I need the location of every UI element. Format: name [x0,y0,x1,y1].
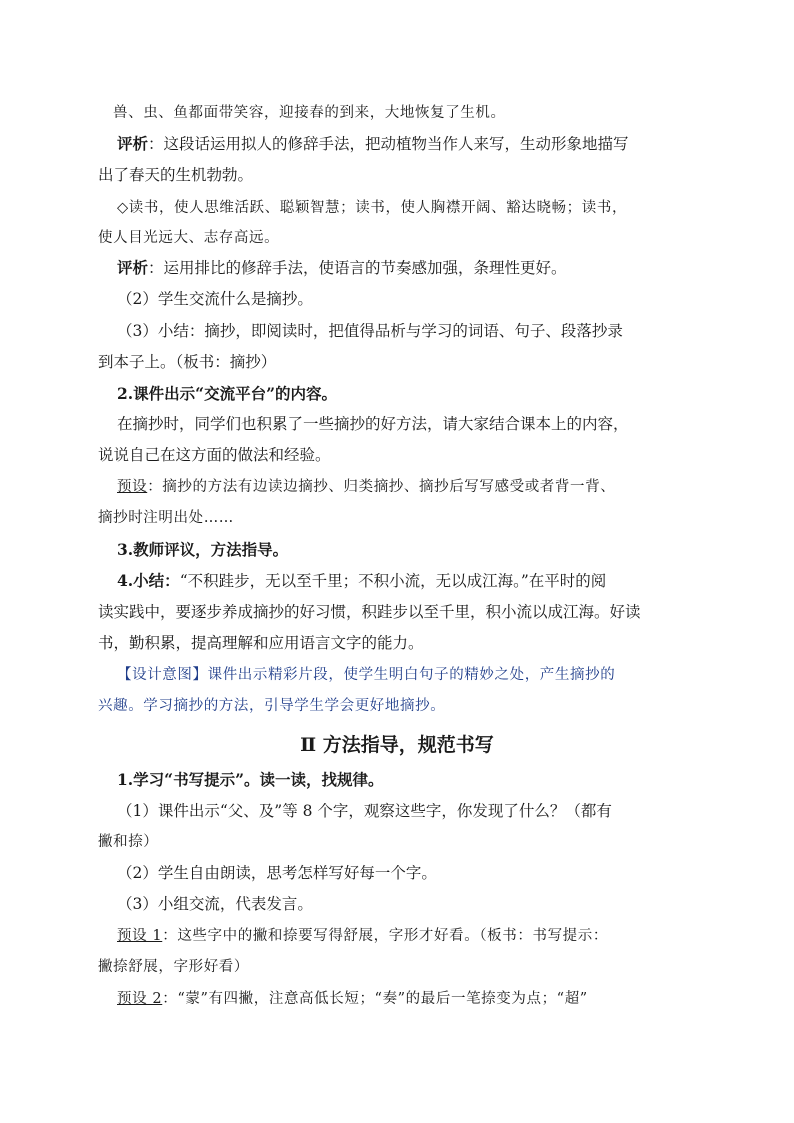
design-intent: 兴趣。学习摘抄的方法，引导学生学会更好地摘抄。 [98,698,446,714]
section-step: 1.学习“书写提示”。读一读，找规律。 [117,770,384,789]
paragraph-text: ：运用排比的修辞手法，使语言的节奏感加强，条理性更好。 [148,259,567,277]
paragraph-text: ：摘抄的方法有边读边摘抄、归类摘抄、摘抄后写写感受或者背一背、 [147,479,616,495]
paragraph-line: 兽、虫、鱼都面带笑容，迎接春的到来，大地恢复了生机。 [113,105,506,121]
paragraph-text: ：这段话运用拟人的修辞手法，把动植物当作人来写，生动形象地描写 [148,135,629,153]
paragraph-line: （1）课件出示“父、及”等 8 个字，观察这些字，你发现了什么？（都有 [117,802,612,820]
paragraph-line: 到本子上。（板书：摘抄） [98,353,277,371]
label-yushe: 预设 [117,479,148,495]
design-intent: 【设计意图】课件出示精彩片段，使学生明白句子的精妙之处，产生摘抄的 [117,667,616,683]
section-step: 2.课件出示“交流平台”的内容。 [117,384,338,403]
label-pingxi: 评析 [117,259,149,277]
paragraph-text: ：这些字中的撇和捺要写得舒展，字形才好看。（板书：书写提示： [162,928,608,944]
paragraph-line [117,253,677,284]
paragraph-line [117,921,677,952]
section-step: 3.教师评议，方法指导。 [117,540,289,559]
label-yushe-2: 预设 2 [117,991,163,1007]
paragraph-line: 书，勤积累，提高理解和应用语言文字的能力。 [98,634,424,652]
paragraph-line [117,984,677,1015]
paragraph-line: 使人目光远大、志存高远。 [98,230,280,246]
label-pingxi: 评析 [117,135,149,153]
paragraph-line: 出了春天的生机勃勃。 [98,166,254,184]
paragraph-line: （2）学生自由朗读，思考怎样写好每一个字。 [117,864,437,882]
paragraph-line [117,129,677,160]
paragraph-line: ◇读书，使人思维活跃、聪颖智慧；读书，使人胸襟开阔、豁达晓畅；读书， [117,200,628,216]
label-yushe-1: 预设 1 [117,928,163,944]
paragraph-line: 摘抄时注明出处…… [98,510,234,526]
paragraph-line [117,565,677,597]
paragraph-line: 说说自己在这方面的做法和经验。 [98,446,331,464]
paragraph-line: 撇和捺） [98,834,159,850]
paragraph-text: “不积跬步，无以至千里；不积小流，无以成江海。”在平时的阅 [179,572,607,590]
section-heading: Ⅱ 方法指导，规范书写 [300,734,494,756]
paragraph-line: 撇捺舒展，字形好看） [98,959,249,975]
paragraph-line: 在摘抄时，同学们也积累了一些摘抄的好方法，请大家结合课本上的内容， [117,415,629,433]
paragraph-line: （3）小组交流，代表发言。 [117,895,313,913]
paragraph-line: （3）小结：摘抄，即阅读时，把值得品析与学习的词语、句子、段落抄录 [117,322,623,340]
paragraph-text: ：“蒙”有四撇，注意高低长短；“奏”的最后一笔捺变为点；“超” [162,991,588,1007]
paragraph-line: （2）学生交流什么是摘抄。 [117,290,313,308]
label-summary: 4.小结： [117,571,180,590]
paragraph-line [117,472,677,503]
paragraph-line: 读实践中，要逐步养成摘抄的好习惯，积跬步以至千里，积小流以成江海。好读 [98,603,641,621]
